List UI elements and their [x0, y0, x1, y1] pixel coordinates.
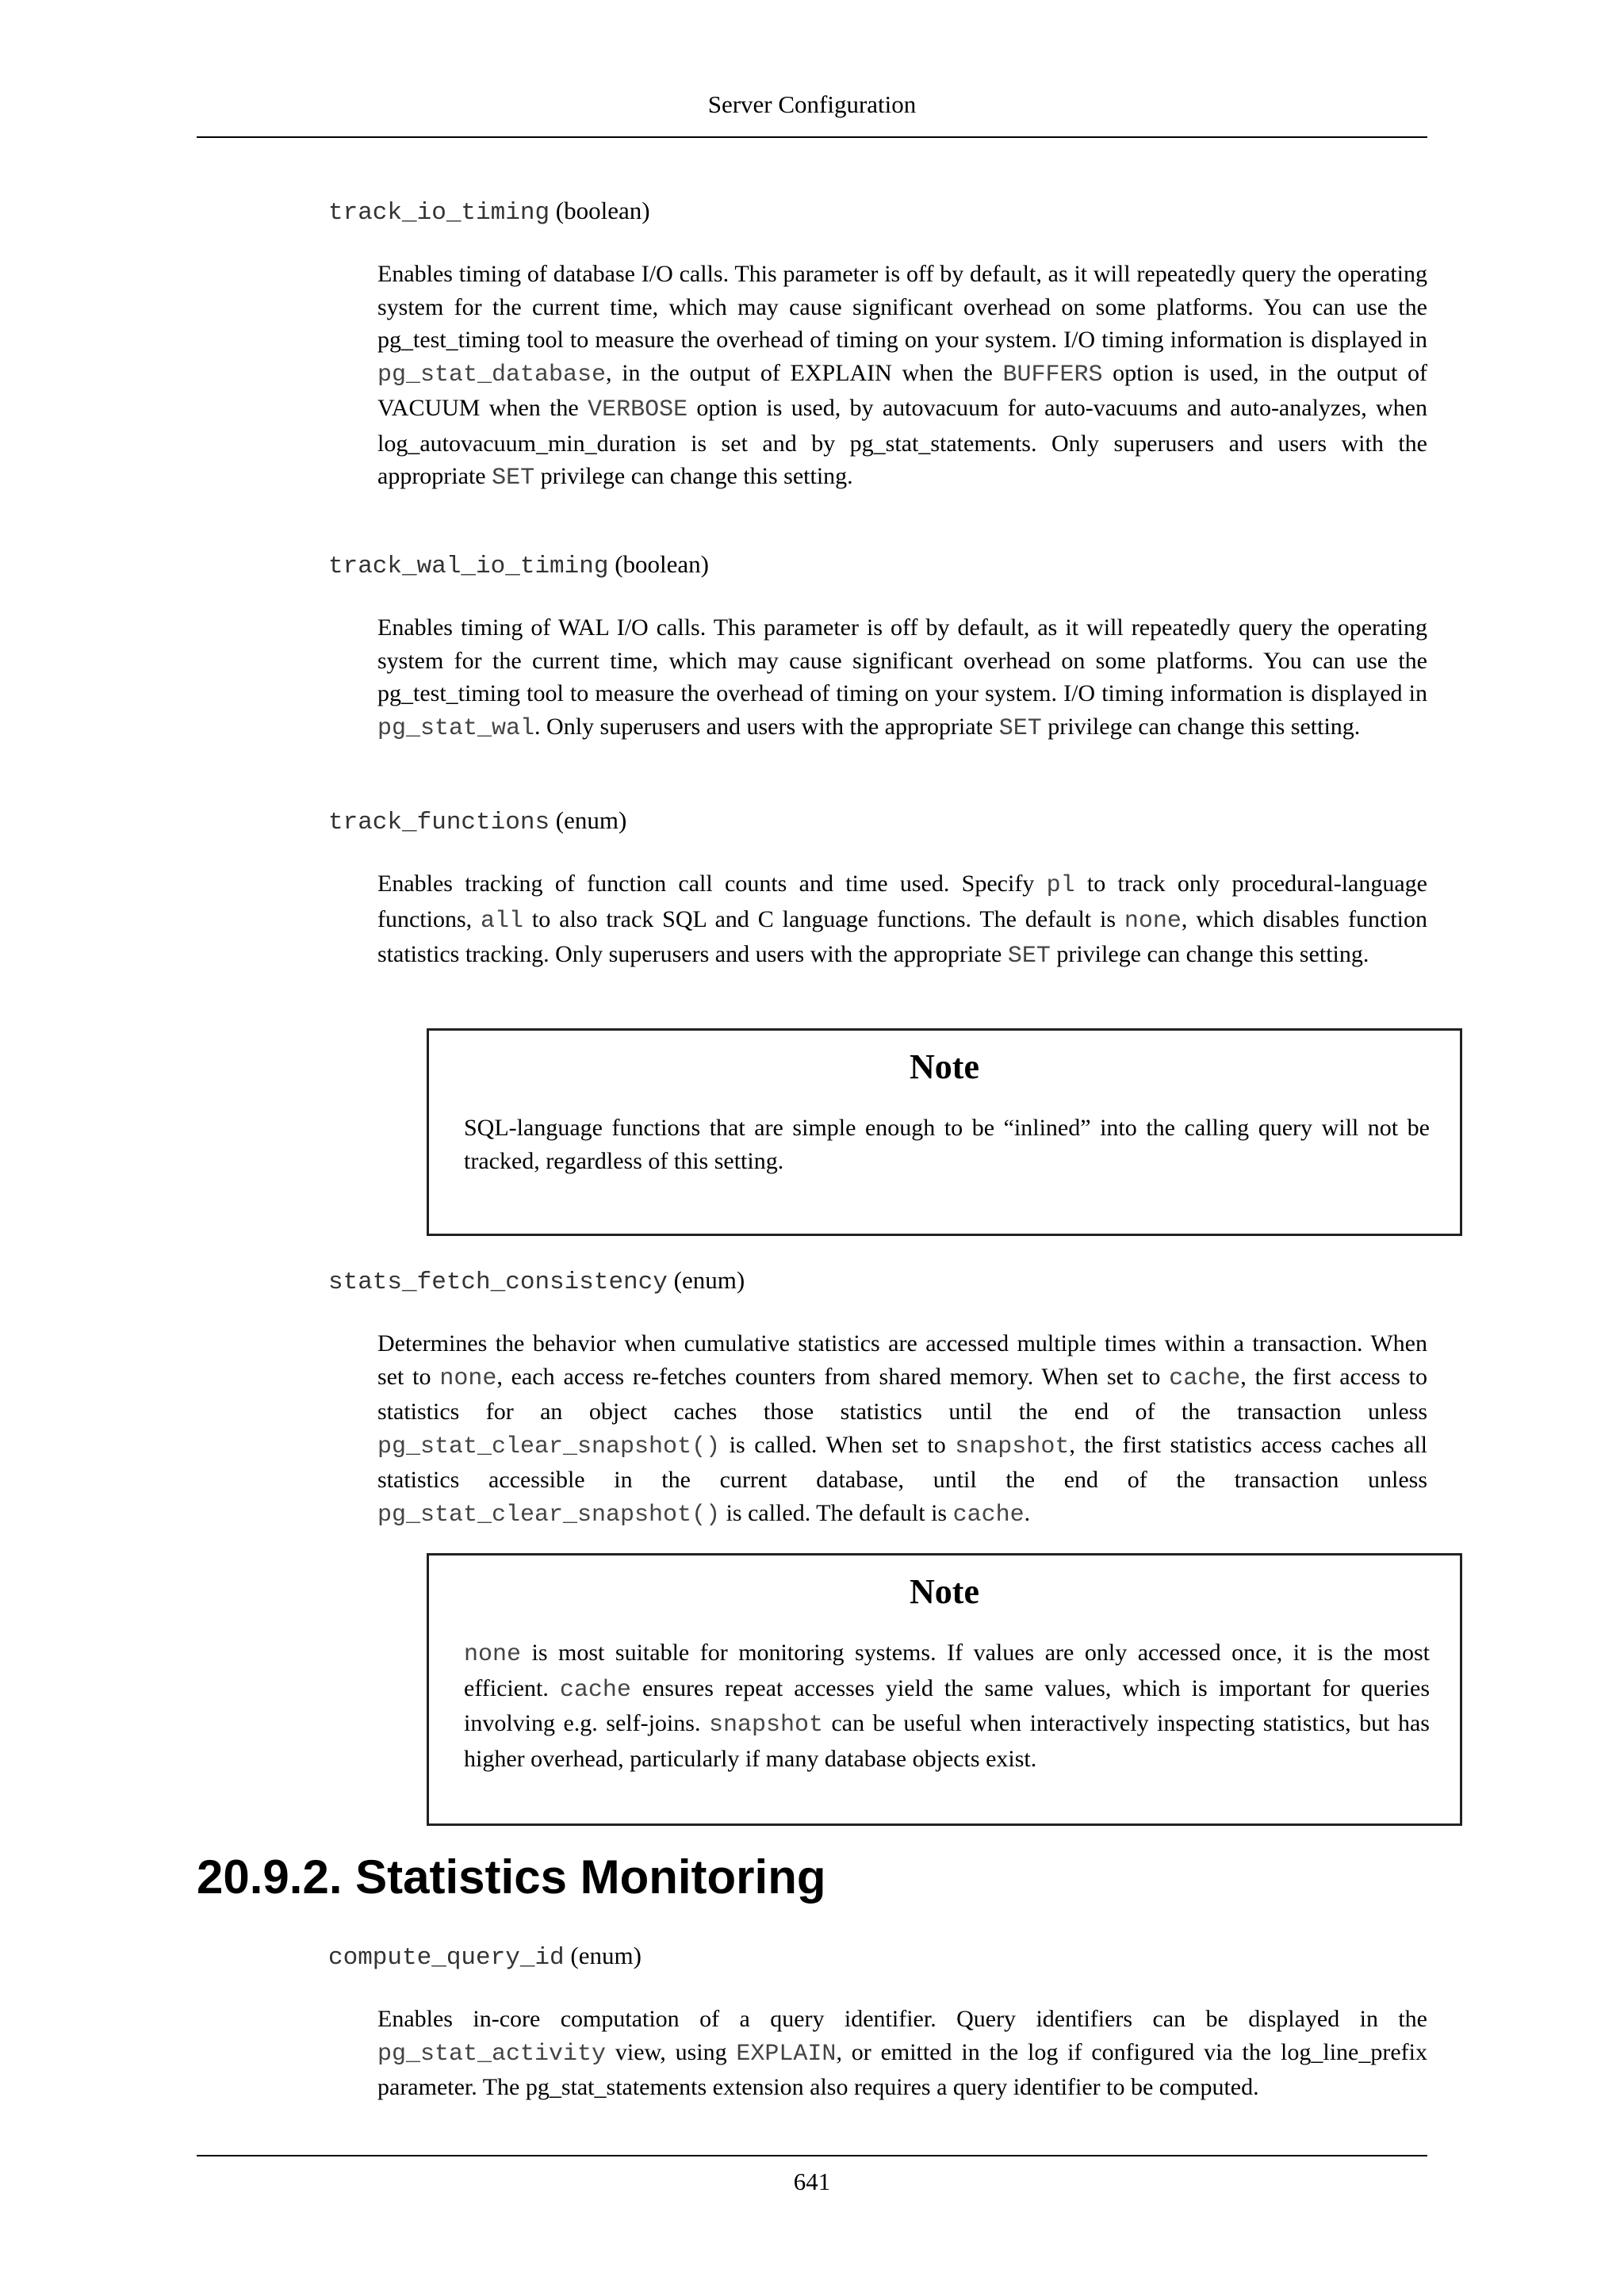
note-box-stats-fetch-consistency [427, 1553, 1462, 1826]
param-description-track-functions [377, 867, 1427, 974]
running-header: Server Configuration [707, 90, 917, 118]
text-run: , in the output of EXPLAIN when the [606, 359, 1003, 386]
inline-code: pg_stat_clear_snapshot() [377, 1433, 721, 1460]
text-run: , each access re-fetches counters from shared memory. When set to [496, 1363, 1170, 1390]
footer-rule [197, 2155, 1427, 2156]
text-run: Enables tracking of function call counts and time used. Specify [377, 871, 1047, 897]
inline-code: cache [1169, 1364, 1241, 1392]
note-title: Note [910, 1047, 979, 1086]
inline-code: snapshot [708, 1712, 823, 1739]
inline-code: SET [492, 465, 535, 492]
inline-code: SET [1007, 943, 1051, 970]
param-term-track-wal-io-timing [328, 549, 709, 583]
text-run: is called. The default is [720, 1499, 953, 1526]
section-heading: 20.9.2. Statistics Monitoring [197, 1850, 826, 1904]
param-term-track-io-timing [328, 195, 650, 229]
inline-code: pg_stat_clear_snapshot() [377, 1501, 721, 1529]
text-run: Determines the behavior when cumulative statistics are accessed multiple times within a transaction. When set to [377, 1330, 1427, 1390]
text-run: Enables timing of WAL I/O calls. This parameter is off by default, as it will repeatedly query the operating system for the current time, which may cause significant overhead on some platforms. You can use the pg_test_timing tool to measure the overhead of timing on your system. I/O timing information is displayed in [377, 614, 1427, 706]
text-run: SQL-language functions that are simple enough to be “inlined” into the calling query will not be tracked, regardless of this setting. [464, 1115, 1430, 1174]
param-term-track-functions [328, 805, 626, 839]
inline-code: cache [559, 1676, 631, 1704]
inline-code: pg_stat_database [377, 361, 607, 388]
inline-code: pg_stat_activity [377, 2040, 607, 2068]
inline-code: cache [952, 1501, 1025, 1529]
inline-code: VERBOSE [588, 396, 688, 423]
param-name: compute_query_id [328, 1944, 565, 1972]
param-type: (boolean) [555, 197, 650, 224]
text-run: privilege can change this setting. [1050, 941, 1369, 967]
param-name: stats_fetch_consistency [328, 1269, 668, 1296]
inline-code: EXPLAIN [736, 2040, 837, 2068]
inline-code: SET [998, 714, 1042, 742]
param-term-stats-fetch-consistency [328, 1265, 745, 1299]
text-run: . Only superusers and users with the appropriate [534, 713, 999, 740]
inline-code: snapshot [955, 1433, 1070, 1460]
inline-code: pl [1046, 872, 1075, 899]
param-type: (enum) [673, 1266, 745, 1294]
text-run: to track only procedural-language functions, [377, 871, 1427, 932]
text-run: option is used, by autovacuum for auto-vacuums and auto-analyzes, when log_autovacuum_min_duration is set and by pg_stat_statements. Only superusers and users with the appropriate [377, 395, 1427, 489]
text-run: to also track SQL and C language functions. The default is [523, 905, 1124, 932]
header-rule [197, 136, 1427, 138]
param-type: (boolean) [615, 550, 709, 578]
text-run: is most suitable for monitoring systems. If values are only accessed once, it is the most efficient. [464, 1640, 1430, 1701]
text-run: , the first statistics access caches all statistics accessible in the current database, until the end of the transaction unless [377, 1431, 1428, 1493]
text-run: option is used, in the output of VACUUM when the [377, 359, 1427, 421]
text-run: view, using [606, 2038, 737, 2065]
text-run: Enables timing of database I/O calls. This parameter is off by default, as it will repeatedly query the operating system for the current time, which may cause significant overhead on some platforms. You can use the pg_test_timing tool to measure the overhead of timing on your system. I/O timing information is displayed in [377, 261, 1427, 353]
param-type: (enum) [570, 1942, 642, 1969]
inline-code: none [439, 1364, 497, 1392]
param-name: track_io_timing [328, 199, 550, 227]
note-box-track-functions [427, 1028, 1462, 1236]
note-text [464, 1112, 1430, 1177]
text-run: privilege can change this setting. [534, 463, 853, 489]
param-term-compute-query-id [328, 1940, 642, 1974]
inline-code: all [481, 907, 524, 935]
text-run: . [1024, 1499, 1031, 1526]
param-description-track-wal-io-timing [377, 611, 1427, 745]
param-name: track_wal_io_timing [328, 553, 609, 580]
param-description-compute-query-id [377, 2003, 1427, 2104]
inline-code: none [464, 1641, 522, 1668]
inline-code: pg_stat_wal [377, 714, 535, 742]
page-number: 641 [793, 2168, 831, 2195]
inline-code: none [1124, 907, 1182, 935]
text-run: ensures repeat accesses yield the same values, which is important for queries involving e.g. self-joins. [464, 1674, 1431, 1736]
text-run: privilege can change this setting. [1041, 713, 1361, 740]
param-name: track_functions [328, 809, 550, 836]
param-description-stats-fetch-consistency [377, 1327, 1427, 1532]
note-title: Note [910, 1572, 979, 1611]
inline-code: BUFFERS [1002, 361, 1103, 388]
param-type: (enum) [555, 806, 627, 834]
text-run: , which disables function statistics tracking. Only superusers and users with the appropriate [377, 905, 1427, 967]
text-run: , the first access to statistics for an object caches those statistics until the end of the transaction unless [377, 1363, 1428, 1425]
text-run: , or emitted in the log if configured via the log_line_prefix parameter. The pg_stat_statements extension also requires a query identifier to be computed. [377, 2038, 1427, 2100]
note-text [464, 1636, 1430, 1775]
text-run: is called. When set to [720, 1431, 956, 1458]
text-run: can be useful when interactively inspecting statistics, but has higher overhead, particularly if many database objects exist. [464, 1710, 1430, 1772]
text-run: Enables in-core computation of a query identifier. Query identifiers can be displayed in the [377, 2006, 1427, 2032]
param-description-track-io-timing [377, 258, 1427, 496]
